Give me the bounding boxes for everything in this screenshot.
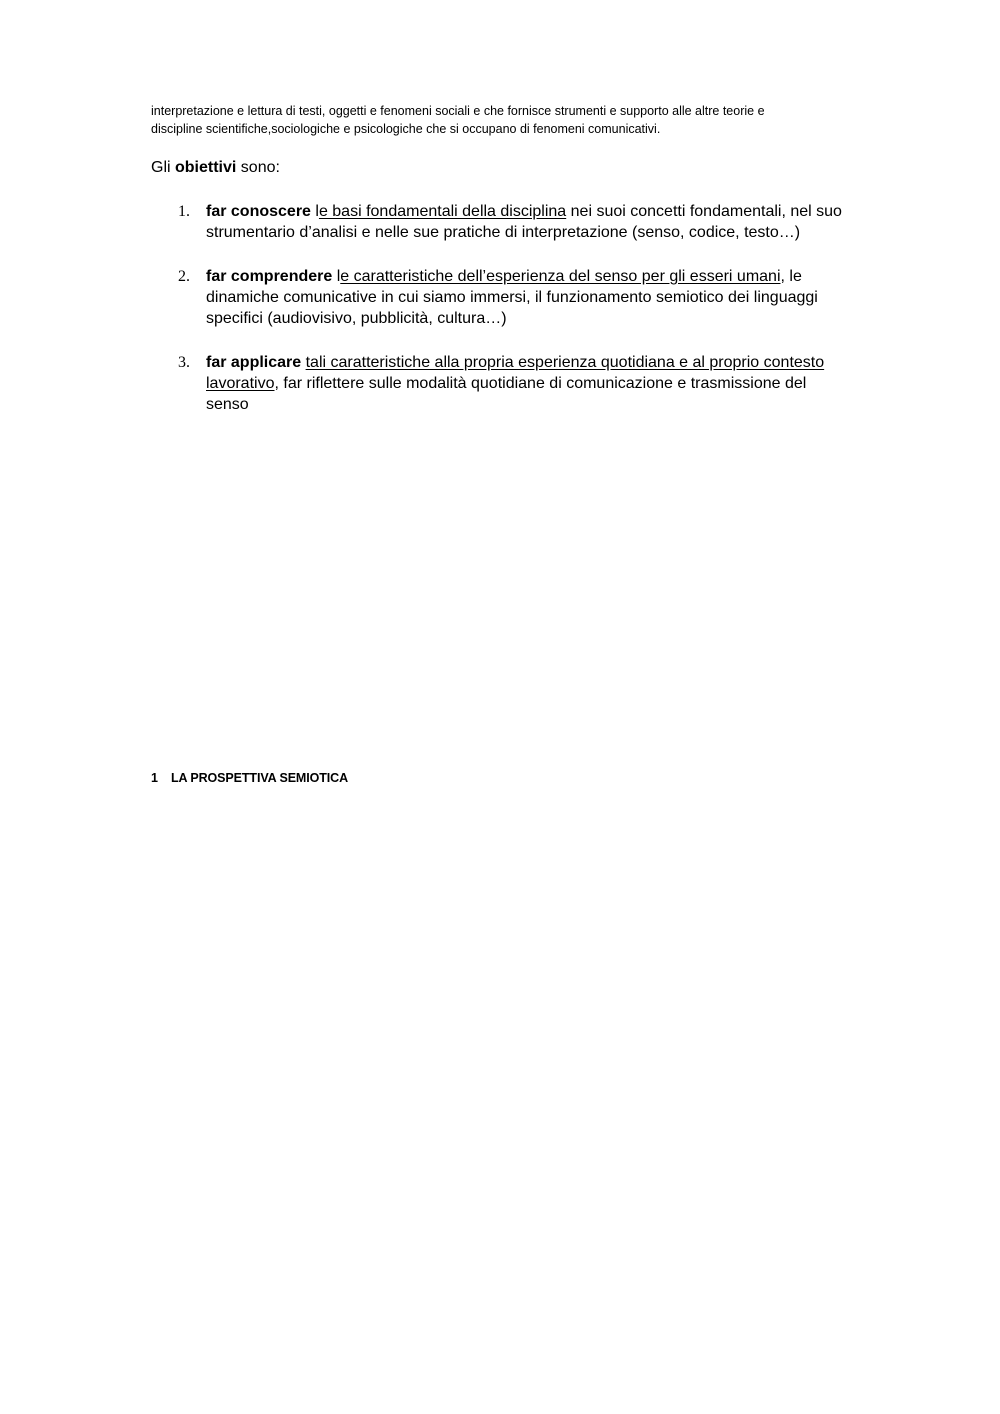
objective-number: 2. bbox=[178, 268, 190, 285]
section-title: LA PROSPETTIVA SEMIOTICA bbox=[171, 771, 349, 785]
objective-number: 1. bbox=[178, 203, 190, 220]
intro-line-2: discipline scientifiche,sociologiche e psicologiche che si occupano di fenomeni comunicativi. bbox=[151, 121, 661, 136]
objectives-lead-after: sono: bbox=[236, 159, 280, 176]
objective-pre: l bbox=[332, 268, 341, 285]
objective-rest: , far riflettere sulle modalità quotidiane di comunicazione e trasmissione del senso bbox=[206, 375, 807, 413]
objective-bold: far comprendere bbox=[206, 268, 333, 285]
objective-rest: , le dinamiche comunicative in cui siamo immersi, il funzionamento semiotico dei linguaggi specifici (audiovisivo, pubblicità, cultura…) bbox=[206, 268, 818, 327]
objective-underlined: tali caratteristiche alla propria esperienza quotidiana e al proprio contesto lavorativo bbox=[206, 354, 825, 392]
objectives-lead-bold: obiettivi bbox=[175, 159, 237, 176]
section-number: 1 bbox=[151, 771, 158, 785]
objective-number: 3. bbox=[178, 354, 190, 371]
objective-item bbox=[151, 266, 851, 329]
intro-paragraph bbox=[151, 103, 831, 138]
objectives-lead-before: Gli bbox=[151, 159, 175, 176]
objective-underlined: e caratteristiche dell’esperienza del senso per gli esseri umani bbox=[340, 268, 781, 285]
intro-line-1: interpretazione e lettura di testi, oggetti e fenomeni sociali e che fornisce strumenti e supporto alle altre teorie e bbox=[151, 104, 765, 118]
objective-item bbox=[151, 201, 851, 243]
objective-bold: far applicare bbox=[206, 354, 302, 371]
objective-pre: l bbox=[310, 203, 319, 220]
objective-underlined: e basi fondamentali della disciplina bbox=[318, 203, 567, 220]
objectives-lead bbox=[151, 157, 280, 179]
objective-item bbox=[151, 352, 851, 415]
objective-bold: far conoscere bbox=[206, 203, 311, 220]
objective-rest: nei suoi concetti fondamentali, nel suo strumentario d’analisi e nelle sue pratiche di interpretazione (senso, codice, testo…) bbox=[206, 203, 842, 241]
section-heading bbox=[151, 771, 348, 785]
objectives-list bbox=[151, 201, 851, 438]
